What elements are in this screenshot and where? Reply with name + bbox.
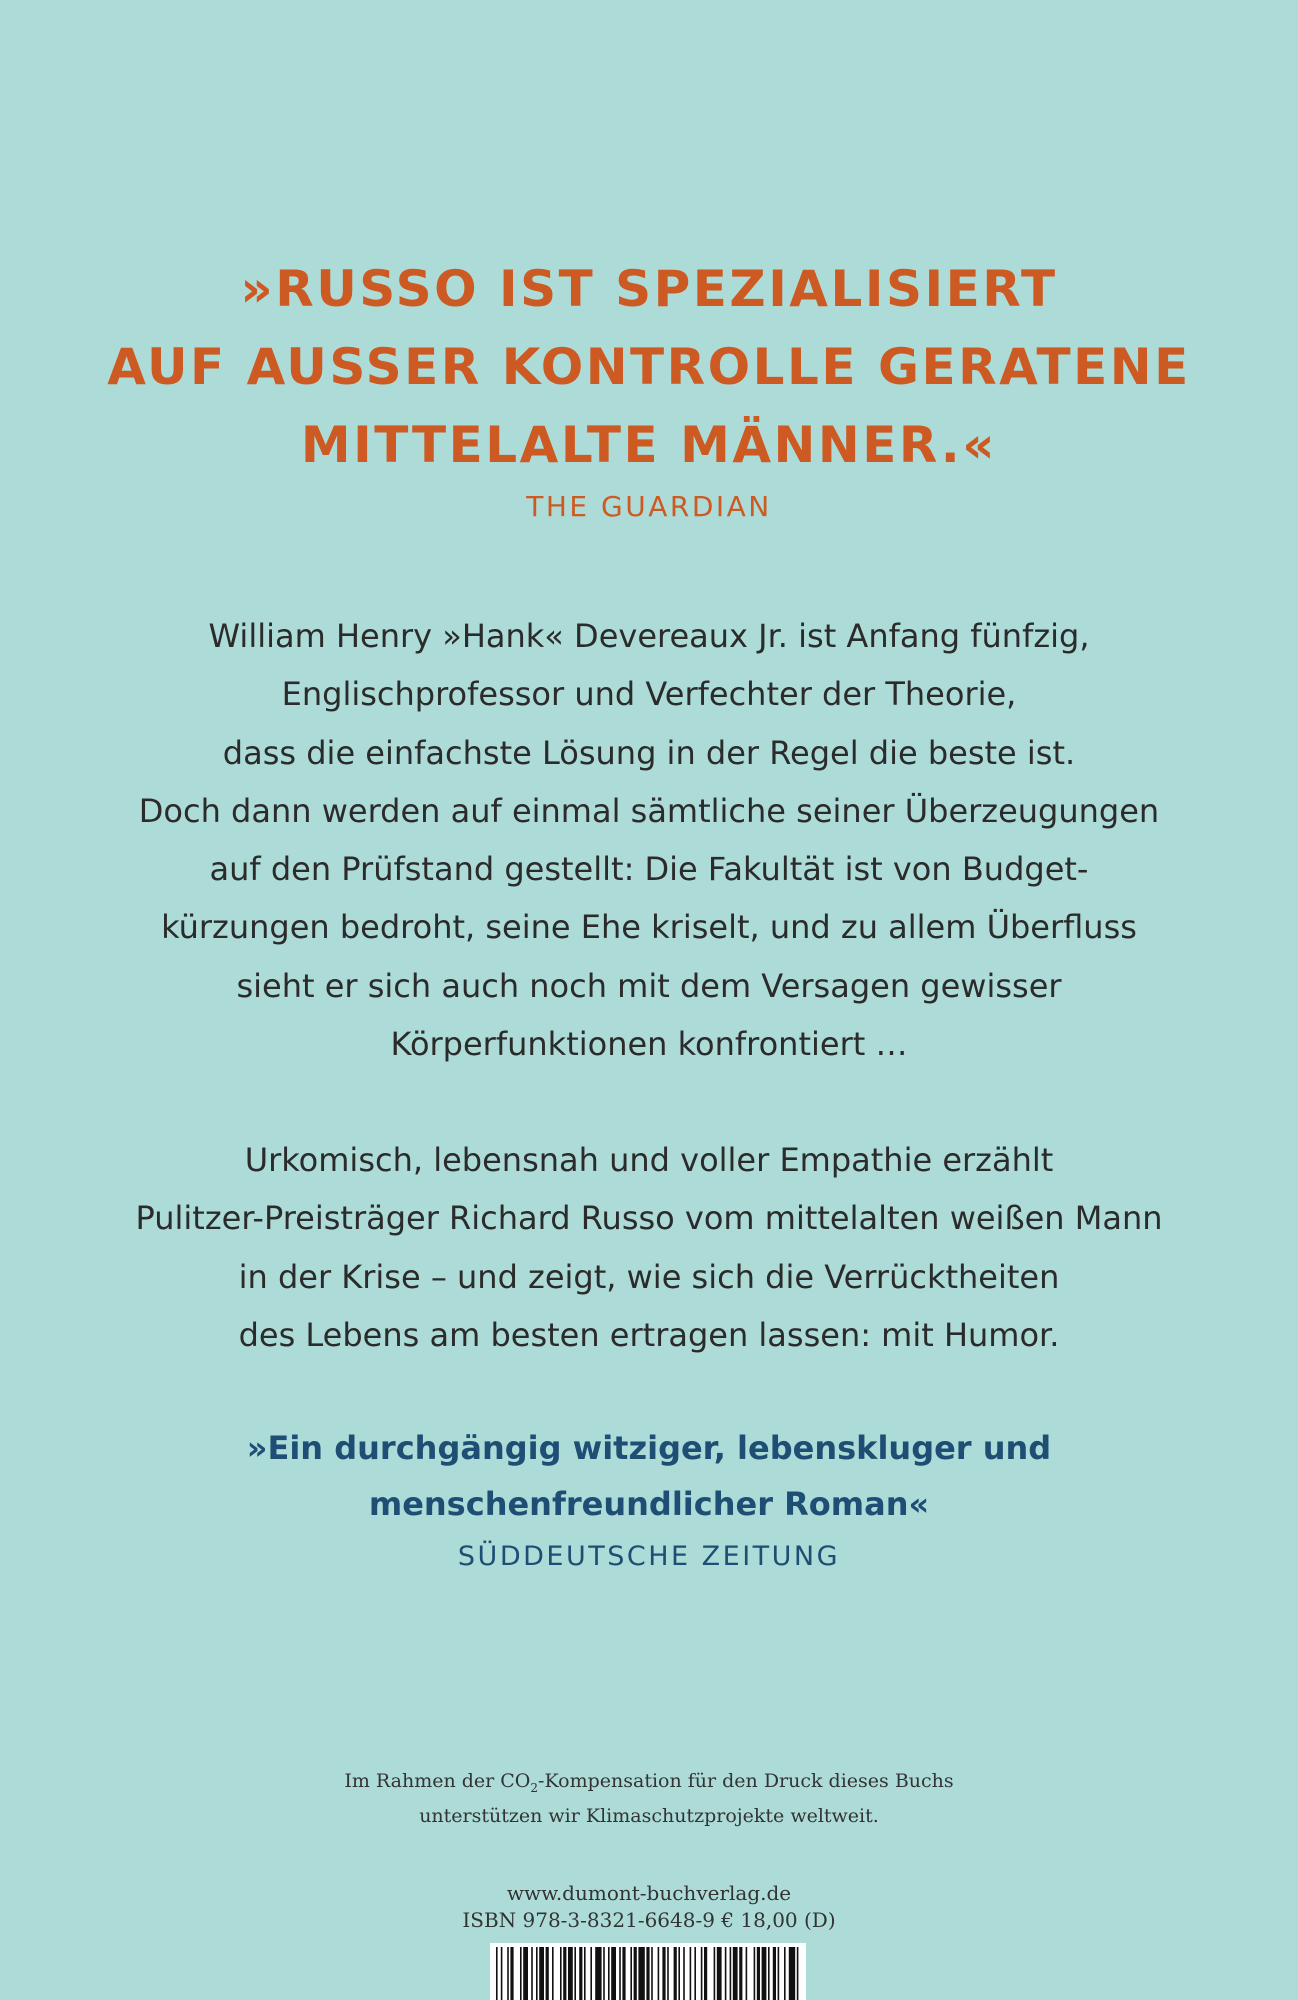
blurb-paragraph-1: [0, 607, 1298, 1073]
blurb-line: dass die einfachste Lösung in der Regel die beste ist.: [222, 733, 1076, 772]
review-quote: [0, 1420, 1298, 1532]
co2-notice-line-1: [0, 1767, 1298, 1802]
co2-text-before: Im Rahmen der CO: [344, 1770, 531, 1792]
blurb-line: Urkomisch, lebensnah und voller Empathie erzählt: [244, 1141, 1054, 1179]
blurb-line: Englischprofessor und Verfechter der Theorie,: [281, 675, 1017, 714]
headline-line: MITTELALTE MÄNNER.«: [300, 416, 998, 474]
headline-line: AUF AUSSER KONTROLLE GERATENE: [107, 338, 1191, 396]
blurb-line: in der Krise – und zeigt, wie sich die Verrücktheiten: [238, 1257, 1060, 1296]
co2-notice: [0, 1767, 1298, 1830]
co2-notice-line-2: unterstützen wir Klimaschutzprojekte weltweit.: [419, 1804, 879, 1827]
isbn-price: ISBN 978-3-8321-6648-9 € 18,00 (D): [462, 1908, 836, 1932]
barcode: [490, 1943, 806, 2000]
publisher-imprint: [0, 1880, 1298, 1934]
blurb-line: Doch dann werden auf einmal sämtliche seiner Überzeugungen: [138, 791, 1160, 830]
blurb-line: William Henry »Hank« Devereaux Jr. ist Anfang fünfzig,: [208, 617, 1090, 655]
review-quote-source: SÜDDEUTSCHE ZEITUNG: [457, 1541, 841, 1572]
headline-quote-source: THE GUARDIAN: [526, 490, 772, 523]
blurb-paragraph-2: [0, 1131, 1298, 1364]
blurb-line: Körperfunktionen konfrontiert …: [390, 1025, 908, 1064]
headline-quote: [0, 250, 1298, 484]
co2-text-after: -Kompensation für den Druck dieses Buchs: [538, 1770, 954, 1792]
headline-line: »RUSSO IST SPEZIALISIERT: [240, 260, 1058, 318]
publisher-website: www.dumont-buchverlag.de: [506, 1881, 792, 1905]
blurb-line: kürzungen bedroht, seine Ehe kriselt, und zu allem Überfluss: [161, 908, 1137, 947]
blurb-line: sieht er sich auch noch mit dem Versagen gewisser: [236, 966, 1062, 1005]
review-line: menschenfreundlicher Roman«: [368, 1485, 930, 1523]
co2-subscript: 2: [530, 1780, 539, 1795]
barcode-graphic: [490, 1943, 806, 2000]
blurb-line: des Lebens am besten ertragen lassen: mit Humor.: [238, 1315, 1060, 1354]
review-line: »Ein durchgängig witziger, lebenskluger und: [246, 1429, 1052, 1467]
blurb-line: auf den Prüfstand gestellt: Die Fakultät ist von Budget-: [209, 850, 1089, 889]
blurb-line: Pulitzer-Preisträger Richard Russo vom mittelalten weißen Mann: [135, 1199, 1163, 1238]
